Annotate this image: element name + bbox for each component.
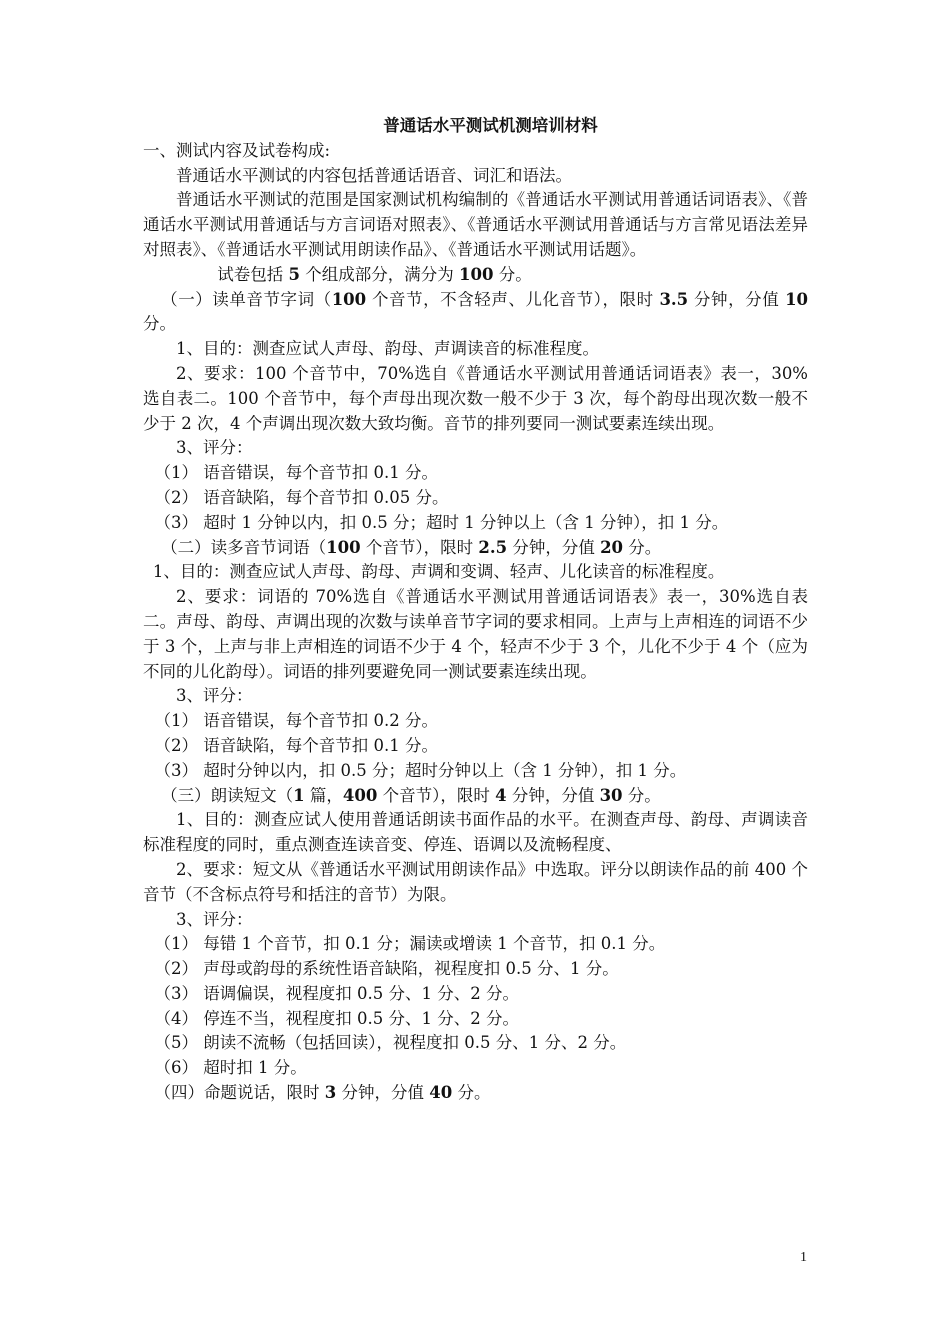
list-item: （6） 超时扣 1 分。 xyxy=(154,1058,307,1078)
list-item: （3） 语调偏误，视程度扣 0.5 分、1 分、2 分。 xyxy=(154,983,520,1003)
part-heading: （四）命题说话，限时 3 分钟，分值 40 分。 xyxy=(154,1083,491,1103)
part-heading: （三）朗读短文（1 篇，400 个音节），限时 4 分钟，分值 30 分。 xyxy=(161,785,661,805)
document-title: 普通话水平测试机测培训材料 xyxy=(383,116,598,135)
paragraph: 3、评分： xyxy=(176,909,253,929)
list-item: （1） 语音错误，每个音节扣 0.1 分。 xyxy=(154,463,439,483)
part-heading: （一）读单音节字词（100 个音节，不含轻声、儿化音节），限时 3.5 分钟，分值 10 分。 xyxy=(143,289,809,334)
list-item: （4） 停连不当，视程度扣 0.5 分、1 分、2 分。 xyxy=(154,1008,520,1028)
list-item: （2） 语音缺陷，每个音节扣 0.05 分。 xyxy=(154,487,449,507)
paragraph: 普通话水平测试的内容包括普通话语音、词汇和语法。 xyxy=(176,165,572,185)
part-heading: （二）读多音节词语（100 个音节），限时 2.5 分钟，分值 20 分。 xyxy=(161,537,662,557)
section-heading: 一、测试内容及试卷构成: xyxy=(143,140,331,160)
list-item: （2） 声母或韵母的系统性语音缺陷，视程度扣 0.5 分、1 分。 xyxy=(154,959,619,979)
page-number: 1 xyxy=(800,1250,807,1265)
paragraph: 1、目的：测查应试人使用普通话朗读书面作品的水平。在测查声母、韵母、声调读音标准程度的同时，重点测查连读音变、停连、语调以及流畅程度、 xyxy=(143,810,808,855)
paragraph: 试卷包括 5 个组成部分，满分为 100 分。 xyxy=(217,264,532,284)
paragraph: 普通话水平测试的范围是国家测试机构编制的《普通话水平测试用普通话词语表》、《普通话水平测试用普通话与方言词语对照表》、《普通话水平测试用普通话与方言常见语法差异对照表》、《普通话水平测试用朗读作品》、《普通话水平测试用话题》。 xyxy=(143,190,808,259)
list-item: （1） 语音错误，每个音节扣 0.2 分。 xyxy=(154,711,439,731)
paragraph: 3、评分： xyxy=(176,686,253,706)
paragraph: 2、要求：词语的 70%选自《普通话水平测试用普通话词语表》表一，30%选自表二。声母、韵母、声调出现的次数与读单音节字词的要求相同。上声与上声相连的词语不少于 3 个，上声与非上声相连的词语不少于 4 个，轻声不少于 3 个，儿化不少于 4 个（应为不同的儿化韵母）。词语的排列要避免同一测试要素连续出现。 xyxy=(143,587,808,681)
list-item: （3） 超时 1 分钟以内，扣 0.5 分；超时 1 分钟以上（含 1 分钟），扣 1 分。 xyxy=(154,512,729,532)
list-item: （5） 朗读不流畅（包括回读），视程度扣 0.5 分、1 分、2 分。 xyxy=(154,1033,627,1053)
paragraph: 1、目的：测查应试人声母、韵母、声调和变调、轻声、儿化读音的标准程度。 xyxy=(152,562,725,582)
document-body xyxy=(143,114,808,1106)
paragraph: 2、要求：短文从《普通话水平测试用朗读作品》中选取。评分以朗读作品的前 400 个音节（不含标点符号和括注的音节）为限。 xyxy=(143,859,808,904)
list-item: （1） 每错 1 个音节，扣 0.1 分；漏读或增读 1 个音节，扣 0.1 分。 xyxy=(154,934,666,954)
paragraph: 1、目的：测查应试人声母、韵母、声调读音的标准程度。 xyxy=(176,339,599,359)
paragraph: 3、评分： xyxy=(176,438,253,458)
paragraph: 2、要求：100 个音节中，70%选自《普通话水平测试用普通话词语表》表一，30%选自表二。100 个音节中，每个声母出现次数一般不少于 3 次，每个韵母出现次数一般不少于 2 次，4 个声调出现次数大致均衡。音节的排列要同一测试要素连续出现。 xyxy=(143,363,808,433)
list-item: （3） 超时分钟以内，扣 0.5 分；超时分钟以上（含 1 分钟），扣 1 分。 xyxy=(154,760,687,780)
list-item: （2） 语音缺陷，每个音节扣 0.1 分。 xyxy=(154,735,439,755)
